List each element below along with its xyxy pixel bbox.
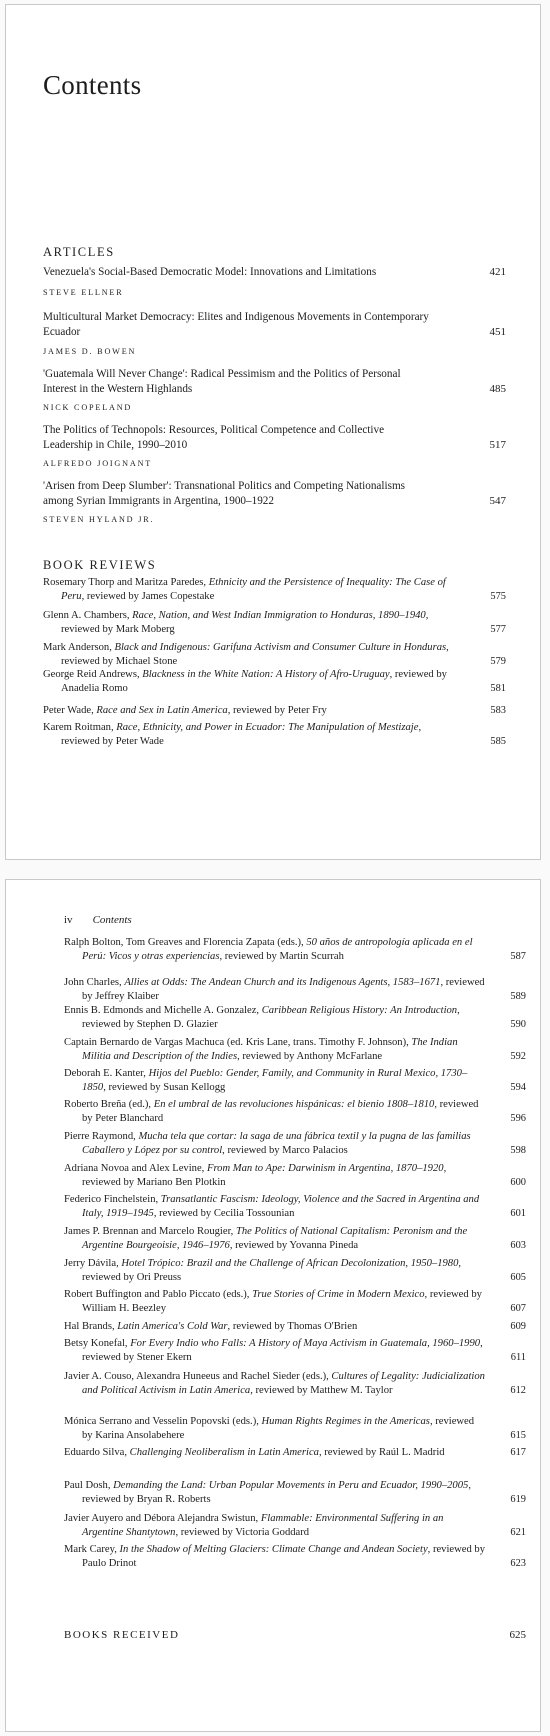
reviewer: , reviewed by Paulo Drinot — [82, 1544, 486, 1570]
book-title: The Politics of National Capitalism: Peronism and the Argentine Bourgeoisie, 1946–1976 — [82, 1226, 468, 1252]
review-authors: Federico Finchelstein, — [64, 1194, 161, 1205]
book-title: Blackness in the White Nation: A History of Afro-Uruguay — [142, 669, 390, 680]
book-title: Cultures of Legality: Judicialization and Political Activism in Latin America — [82, 1371, 485, 1397]
articles-heading: ARTICLES — [43, 245, 115, 259]
books-received-entry[interactable] — [64, 1629, 526, 1641]
page-number: 579 — [490, 656, 506, 668]
reviewer: , reviewed by Mark Moberg — [61, 610, 429, 636]
article-author: STEVE ELLNER — [43, 288, 124, 297]
running-head — [64, 914, 132, 926]
review-authors: Hal Brands, — [64, 1321, 118, 1332]
review-entry[interactable] — [43, 721, 506, 750]
review-authors: James P. Brennan and Marcelo Rougier, — [64, 1226, 236, 1237]
page-number: 575 — [490, 591, 506, 603]
book-title: En el umbral de las revoluciones hispánicas: el bienio 1808–1810 — [153, 1099, 435, 1110]
page-number: 590 — [510, 1019, 526, 1031]
review-entry[interactable] — [43, 609, 506, 638]
review-entry[interactable] — [64, 1320, 526, 1334]
review-entry[interactable] — [64, 1257, 526, 1286]
review-authors: Ennis B. Edmonds and Michelle A. Gonzalez, — [64, 1005, 262, 1016]
book-title: Hijos del Pueblo: Gender, Family, and Community in Rural Mexico, 1730–1850 — [82, 1068, 468, 1094]
review-entry[interactable] — [64, 1067, 526, 1096]
book-title: Hotel Trópico: Brazil and the Challenge of African Decolonization, 1950–1980 — [121, 1258, 459, 1269]
review-authors: John Charles, — [64, 977, 125, 988]
page-number: 594 — [510, 1082, 526, 1094]
book-title: From Man to Ape: Darwinism in Argentina, 1870–1920 — [206, 1163, 444, 1174]
reviewer: , reviewed by Jeffrey Klaiber — [82, 977, 485, 1003]
review-entry[interactable] — [43, 641, 506, 670]
book-title: 50 años de antropología aplicada en el Perú: Vicos y otras experiencias — [82, 937, 473, 963]
running-head-label: Contents — [92, 914, 132, 926]
article-entry[interactable] — [43, 310, 506, 339]
review-authors: Adriana Novoa and Alex Levine, — [64, 1163, 207, 1174]
page-number: 581 — [490, 683, 506, 695]
article-title: 'Arisen from Deep Slumber': Transnational Politics and Competing Nationalisms among Syrian Immigrants in Argentina, 1900–1922 — [43, 480, 405, 507]
page-number: 605 — [510, 1272, 526, 1284]
book-title: Race and Sex in Latin America — [96, 705, 228, 716]
review-authors: Captain Bernardo de Vargas Machuca (ed. Kris Lane, trans. Timothy F. Johnson), — [64, 1037, 412, 1048]
review-authors: Mónica Serrano and Vesselin Popovski (eds.), — [64, 1416, 262, 1427]
reviewer: , reviewed by Thomas O'Brien — [227, 1321, 358, 1332]
reviewer: , reviewed by Peter Fry — [227, 705, 327, 716]
page-number: 592 — [510, 1051, 526, 1063]
article-author: ALFREDO JOIGNANT — [43, 459, 153, 468]
page-number: 589 — [510, 991, 526, 1003]
reviewer: , reviewed by Victoria Goddard — [175, 1527, 310, 1539]
book-title: Demanding the Land: Urban Popular Movements in Peru and Ecuador, 1990–2005 — [113, 1480, 469, 1491]
review-entry[interactable] — [64, 1446, 526, 1460]
contents-page-1 — [5, 4, 541, 860]
review-authors: Peter Wade, — [43, 705, 97, 716]
review-authors: Roberto Breña (ed.), — [64, 1099, 154, 1110]
page-number: 625 — [509, 1629, 526, 1641]
review-entry[interactable] — [43, 576, 506, 605]
book-reviews-heading: BOOK REVIEWS — [43, 558, 157, 572]
book-title: Black and Indigenous: Garifuna Activism and Consumer Culture in Honduras — [114, 642, 447, 653]
books-received-label: BOOKS RECEIVED — [64, 1629, 180, 1641]
review-entry[interactable] — [64, 1479, 526, 1508]
review-authors: Robert Buffington and Pablo Piccato (eds.), — [64, 1289, 253, 1300]
review-authors: Karem Roitman, — [43, 722, 117, 733]
review-authors: Mark Carey, — [64, 1544, 120, 1555]
review-authors: Eduardo Silva, — [64, 1447, 130, 1458]
review-entry[interactable] — [64, 1288, 526, 1317]
review-authors: Jerry Dávila, — [64, 1258, 122, 1269]
review-entry[interactable] — [64, 1004, 526, 1033]
contents-page-2 — [5, 879, 541, 1732]
review-entry[interactable] — [64, 1193, 526, 1222]
review-entry[interactable] — [64, 1098, 526, 1127]
book-title: True Stories of Crime in Modern Mexico — [252, 1289, 425, 1300]
page-number: 451 — [489, 325, 506, 338]
reviewer: , reviewed by Karina Ansolabehere — [82, 1416, 475, 1442]
review-authors: Betsy Konefal, — [64, 1338, 131, 1349]
article-title: The Politics of Technopols: Resources, Political Competence and Collective Leadership in Chile, 1990–2010 — [43, 424, 385, 451]
review-entry[interactable] — [64, 1415, 526, 1444]
review-entry[interactable] — [43, 668, 506, 697]
book-title: Ethnicity and the Persistence of Inequality: The Case of Peru — [61, 577, 446, 603]
book-title: In the Shadow of Melting Glaciers: Climate Change and Andean Society — [119, 1544, 428, 1555]
review-authors: Ralph Bolton, Tom Greaves and Florencia Zapata (eds.), — [64, 937, 307, 948]
page-number: 421 — [489, 266, 506, 278]
review-authors: Paul Dosh, — [64, 1480, 114, 1491]
review-entry[interactable] — [64, 1370, 526, 1399]
review-entry[interactable] — [64, 976, 526, 1005]
page-number: 485 — [489, 382, 506, 395]
reviewer: , reviewed by Matthew M. Taylor — [250, 1385, 393, 1397]
review-entry[interactable] — [64, 1512, 526, 1541]
page-number: 619 — [510, 1494, 526, 1506]
article-title: 'Guatemala Will Never Change': Radical Pessimism and the Politics of Personal Interest in the Western Highlands — [43, 368, 401, 395]
book-title: Human Rights Regimes in the Americas — [261, 1416, 430, 1427]
reviewer: , reviewed by Martin Scurrah — [219, 951, 344, 963]
page-number: 577 — [490, 624, 506, 636]
page-number: 623 — [510, 1558, 526, 1570]
reviewer: , reviewed by James Copestake — [81, 591, 215, 603]
review-authors: Glenn A. Chambers, — [43, 610, 133, 621]
reviewer: , reviewed by Mariano Ben Plotkin — [82, 1163, 447, 1189]
review-authors: Javier Auyero and Débora Alejandra Swistun, — [64, 1513, 261, 1524]
reviewer: , reviewed by William H. Beezley — [82, 1289, 482, 1315]
page-number: 615 — [510, 1430, 526, 1442]
page-title: Contents — [43, 70, 142, 100]
reviewer: , reviewed by Peter Blanchard — [82, 1099, 479, 1125]
book-title: The Indian Militia and Description of the Indies — [82, 1037, 458, 1063]
review-authors: Deborah E. Kanter, — [64, 1068, 149, 1079]
page-number: 607 — [510, 1303, 526, 1315]
reviewer: , reviewed by Raúl L. Madrid — [318, 1447, 445, 1458]
review-entry[interactable] — [64, 1162, 526, 1191]
review-entry[interactable] — [64, 1036, 526, 1065]
page-number: 587 — [510, 951, 526, 963]
review-authors: Mark Anderson, — [43, 642, 115, 653]
reviewer: , reviewed by Ori Preuss — [82, 1258, 462, 1284]
review-authors: Pierre Raymond, — [64, 1131, 139, 1142]
reviewer: , reviewed by Michael Stone — [61, 642, 449, 668]
page-number: 617 — [510, 1447, 526, 1458]
book-title: Challenging Neoliberalism in Latin America — [129, 1447, 319, 1458]
book-title: Race, Ethnicity, and Power in Ecuador: The Manipulation of Mestizaje — [116, 722, 419, 733]
page-number: 609 — [510, 1321, 526, 1332]
review-authors: George Reid Andrews, — [43, 669, 143, 680]
book-title: For Every Indio who Falls: A History of Maya Activism in Guatemala, 1960–1990 — [130, 1338, 481, 1349]
reviewer: , reviewed by Peter Wade — [61, 722, 422, 748]
page-number: 517 — [489, 438, 506, 451]
book-title: Flammable: Environmental Suffering in an Argentine Shantytown — [82, 1513, 444, 1539]
reviewer: , reviewed by Bryan R. Roberts — [82, 1480, 471, 1506]
article-entry[interactable] — [43, 367, 506, 396]
review-entry[interactable] — [64, 1225, 526, 1254]
reviewer: , reviewed by Susan Kellogg — [103, 1082, 226, 1094]
book-title: Mucha tela que cortar: la saga de una fábrica textil y la pugna de las familias Caballero y López por su control — [82, 1131, 471, 1157]
page-number: 600 — [510, 1177, 526, 1189]
reviewer: , reviewed by Yovanna Pineda — [229, 1240, 359, 1252]
article-author: NICK COPELAND — [43, 403, 133, 412]
article-author: JAMES D. BOWEN — [43, 347, 137, 356]
reviewer: , reviewed by Cecilia Tossounian — [153, 1208, 295, 1220]
article-author: STEVEN HYLAND JR. — [43, 515, 155, 524]
running-page-number: iv — [64, 914, 73, 926]
page-number: 547 — [489, 494, 506, 507]
review-entry[interactable] — [64, 1543, 526, 1572]
page-number: 603 — [510, 1240, 526, 1252]
article-title: Venezuela's Social-Based Democratic Model: Innovations and Limitations — [43, 266, 377, 278]
review-authors: Javier A. Couso, Alexandra Huneeus and Rachel Sieder (eds.), — [64, 1371, 332, 1382]
page-number: 611 — [510, 1352, 526, 1364]
book-title: Latin America's Cold War — [117, 1321, 228, 1332]
review-entry[interactable] — [64, 1130, 526, 1159]
book-title: Caribbean Religious History: An Introduction — [261, 1005, 458, 1016]
page-number: 585 — [490, 736, 506, 748]
review-authors: Rosemary Thorp and Maritza Paredes, — [43, 577, 209, 588]
book-title: Race, Nation, and West Indian Immigration to Honduras, 1890–1940 — [132, 610, 426, 621]
page-number: 583 — [490, 705, 506, 716]
page-number: 598 — [510, 1145, 526, 1157]
reviewer: , reviewed by Stephen D. Glazier — [82, 1005, 460, 1031]
page-number: 612 — [510, 1385, 526, 1397]
reviewer: , reviewed by Anadelia Romo — [61, 669, 447, 695]
article-entry[interactable] — [43, 479, 506, 508]
review-entry[interactable] — [64, 936, 526, 965]
book-title: Transatlantic Fascism: Ideology, Violence and the Sacred in Argentina and Italy, 1919–1945 — [82, 1194, 480, 1220]
review-entry[interactable] — [64, 1337, 526, 1366]
reviewer: , reviewed by Marco Palacios — [222, 1145, 348, 1157]
article-entry[interactable] — [43, 423, 506, 452]
page-number: 596 — [510, 1113, 526, 1125]
book-title: Allies at Odds: The Andean Church and its Indigenous Agents, 1583–1671 — [124, 977, 441, 988]
article-title: Multicultural Market Democracy: Elites and Indigenous Movements in Contemporary Ecuador — [43, 311, 429, 338]
reviewer: , reviewed by Stener Ekern — [82, 1338, 483, 1364]
article-entry[interactable] — [43, 265, 506, 280]
reviewer: , reviewed by Anthony McFarlane — [237, 1051, 383, 1063]
review-entry[interactable] — [43, 704, 506, 718]
page-number: 601 — [510, 1208, 526, 1220]
page-number: 621 — [510, 1527, 526, 1539]
